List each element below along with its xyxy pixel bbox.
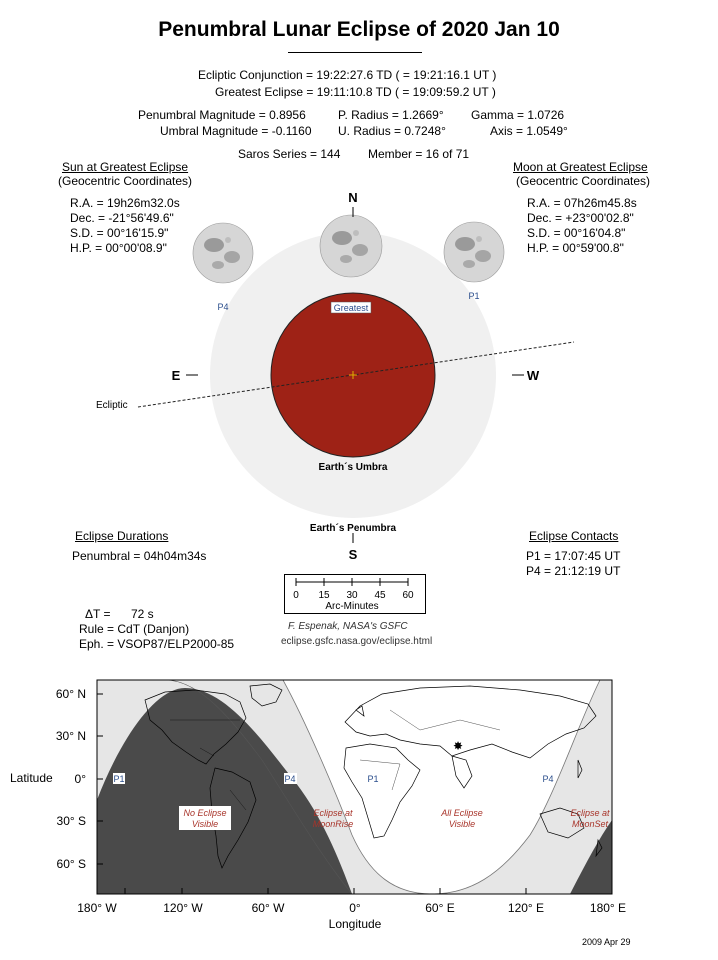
contacts-heading: Eclipse Contacts [529, 529, 619, 543]
lon-tick-60w: 60° W [251, 901, 285, 915]
scale-tick-60: 60 [402, 590, 414, 601]
penumbral-duration: Penumbral = 04h04m34s [72, 549, 207, 563]
lon-tick-0: 0° [349, 901, 361, 915]
scale-tick-45: 45 [374, 590, 386, 601]
lon-tick-180w: 180° W [77, 901, 117, 915]
lat-tick-0: 0° [74, 772, 86, 786]
map-p1-west: P1 [113, 774, 125, 784]
gamma-value: Gamma = 1.0726 [471, 108, 565, 122]
map-p4-west: P4 [284, 774, 296, 784]
title-underline [288, 52, 422, 53]
source-url[interactable]: eclipse.gsfc.nasa.gov/eclipse.html [281, 636, 433, 647]
author-credit: F. Espenak, NASA's GSFC [288, 621, 408, 632]
contact-p1: P1 = 17:07:45 UT [526, 549, 621, 563]
moon-greatest [320, 215, 382, 277]
moon-ra: R.A. = 07h26m45.8s [527, 196, 637, 210]
east-label: E [171, 368, 181, 383]
greatest-label: Greatest [333, 303, 369, 313]
creation-date: 2009 Apr 29 [582, 937, 631, 947]
rule-value: Rule = CdT (Danjon) [79, 622, 190, 636]
lon-tick-60e: 60° E [425, 901, 455, 915]
umbra-label: Earth´s Umbra [318, 462, 388, 473]
delta-t-label: ΔT = [85, 607, 111, 621]
sun-subheading: (Geocentric Coordinates) [58, 174, 193, 188]
contact-p4: P4 = 21:12:19 UT [526, 564, 621, 578]
axis-value: Axis = 1.0549° [490, 124, 568, 138]
lon-tick-180e: 180° E [589, 901, 627, 915]
no-eclipse-label-2: Visible [191, 819, 219, 829]
moonset-label-2: MoonSet [571, 819, 609, 829]
p4-label: P4 [217, 302, 229, 312]
map-p4-east: P4 [542, 774, 554, 784]
saros-series: Saros Series = 144 [238, 147, 341, 161]
lon-tick-120e: 120° E [507, 901, 545, 915]
all-eclipse-label-1: All Eclipse [441, 808, 483, 818]
penumbral-radius: P. Radius = 1.2669° [338, 108, 444, 122]
greatest-time: Greatest Eclipse = 19:11:10.8 TD ( = 19:09:59.2 UT ) [215, 85, 496, 99]
moonrise-label-2: MoonRise [312, 819, 354, 829]
scale-label: Arc-Minutes [325, 601, 379, 612]
lat-tick-30n: 30° N [55, 729, 86, 743]
penumbra-label: Earth´s Penumbra [309, 523, 397, 534]
moon-hp: H.P. = 00°59'00.8" [527, 241, 624, 255]
eclipse-diagram [0, 185, 718, 565]
scale-tick-15: 15 [318, 590, 330, 601]
delta-t-value: 72 s [131, 607, 154, 621]
conjunction-time: Ecliptic Conjunction = 19:22:27.6 TD ( = 19:21:16.1 UT ) [198, 68, 497, 82]
greatest-eclipse-star: ✸ [452, 739, 464, 753]
lat-tick-60n: 60° N [55, 687, 86, 701]
umbral-magnitude: Umbral Magnitude = -0.1160 [160, 124, 312, 138]
penumbral-magnitude: Penumbral Magnitude = 0.8956 [138, 108, 306, 122]
durations-heading: Eclipse Durations [75, 529, 169, 543]
p1-label: P1 [468, 291, 480, 301]
ephemeris-value: Eph. = VSOP87/ELP2000-85 [79, 637, 235, 651]
lon-tick-120w: 120° W [163, 901, 203, 915]
lat-tick-60s: 60° S [56, 857, 86, 871]
moon-heading: Moon at Greatest Eclipse [513, 160, 648, 174]
moon-p1 [444, 222, 504, 282]
sun-ra: R.A. = 19h26m32.0s [70, 196, 180, 210]
all-eclipse-label-2: Visible [448, 819, 476, 829]
scale-tick-30: 30 [346, 590, 358, 601]
map-ylabel: Latitude [10, 771, 53, 785]
no-eclipse-label-1: No Eclipse [183, 808, 227, 818]
moon-dec: Dec. = +23°00'02.8" [527, 211, 634, 225]
moon-sd: S.D. = 00°16'04.8" [527, 226, 626, 240]
lat-tick-30s: 30° S [56, 814, 86, 828]
umbral-radius: U. Radius = 0.7248° [338, 124, 446, 138]
south-label: S [348, 547, 358, 562]
moonset-label-1: Eclipse at [570, 808, 610, 818]
arc-minute-scale [284, 574, 426, 614]
map-xlabel: Longitude [328, 917, 382, 931]
sun-dec: Dec. = -21°56'49.6" [70, 211, 174, 225]
scale-tick-0: 0 [293, 590, 299, 601]
moonrise-label-1: Eclipse at [313, 808, 353, 818]
sun-heading: Sun at Greatest Eclipse [62, 160, 189, 174]
sun-hp: H.P. = 00°00'08.9" [70, 241, 167, 255]
page-title: Penumbral Lunar Eclipse of 2020 Jan 10 [158, 18, 560, 41]
north-label: N [348, 190, 358, 205]
sun-sd: S.D. = 00°16'15.9" [70, 226, 169, 240]
visibility-map [0, 660, 718, 960]
ecliptic-label: Ecliptic [96, 400, 128, 411]
moon-subheading: (Geocentric Coordinates) [516, 174, 651, 188]
moon-p4 [193, 223, 253, 283]
map-p1-east: P1 [367, 774, 379, 784]
saros-member: Member = 16 of 71 [368, 147, 470, 161]
west-label: W [526, 368, 540, 383]
